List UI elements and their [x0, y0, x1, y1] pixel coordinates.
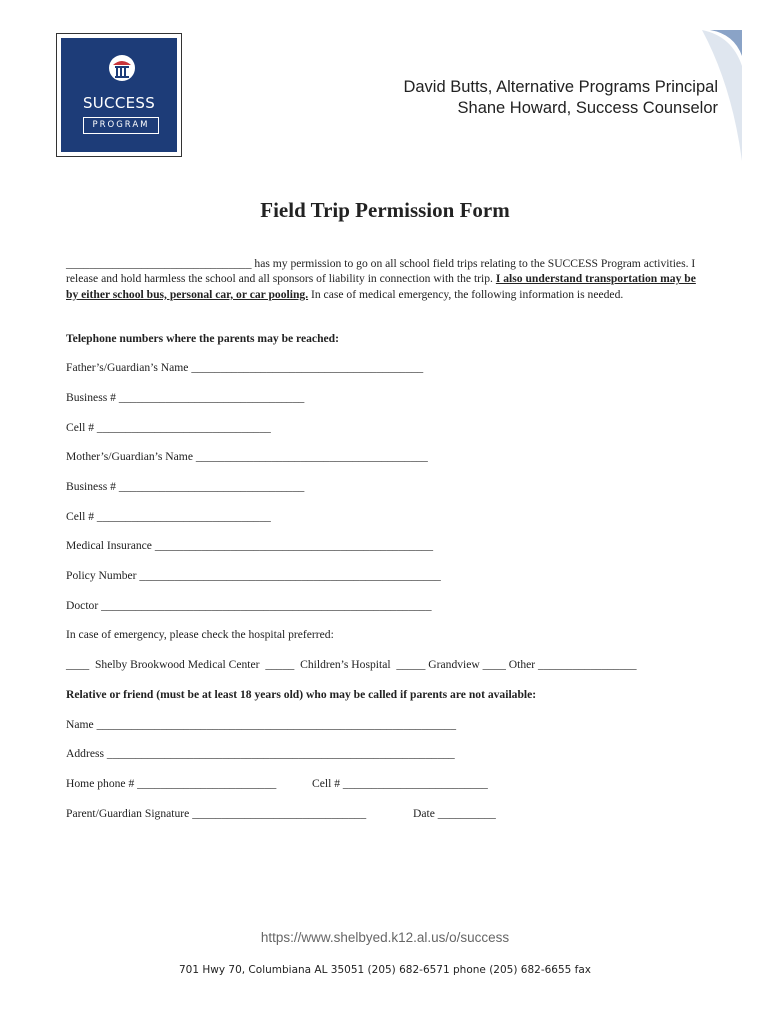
statement-text: has my permission to go on all school field trips relating to the SUCCESS Program activities. I release and hold harmless the school and all sponsors of liability in connection with the trip. [66, 257, 696, 286]
hospital-options[interactable]: ____ Shelby Brookwood Medical Center _____ Children’s Hospital _____ Grandview ____ Other _________________ [66, 658, 637, 671]
hospital-prompt: In case of emergency, please check the hospital preferred: [66, 628, 334, 641]
medical-insurance-field[interactable]: Medical Insurance ________________________________________________ [66, 539, 434, 552]
form-title: Field Trip Permission Form [260, 198, 510, 222]
permission-statement [66, 256, 706, 302]
signature-field[interactable]: Parent/Guardian Signature ______________________________ [66, 807, 367, 820]
logo-name: SUCCESS [82, 94, 156, 112]
website-link[interactable]: https://www.shelbyed.k12.al.us/o/success [260, 930, 510, 945]
success-program-logo [56, 33, 182, 157]
home-phone-field[interactable]: Home phone # ________________________ [66, 777, 277, 790]
relative-name-field[interactable]: Name ______________________________________________________________ [66, 718, 456, 731]
relative-address-field[interactable]: Address ____________________________________________________________ [66, 747, 455, 760]
student-name-blank[interactable]: ________________________________ [66, 257, 252, 270]
counselor-line: Shane Howard, Success Counselor [457, 99, 718, 117]
mother-name-field[interactable]: Mother’s/Guardian’s Name ________________________________________ [66, 450, 428, 463]
relative-heading: Relative or friend (must be at least 18 years old) who may be called if parents are not available: [66, 688, 537, 701]
statement-text-end: In case of medical emergency, the following information is needed. [308, 287, 624, 301]
mother-cell-field[interactable]: Cell # ______________________________ [66, 510, 271, 523]
footer-address: 701 Hwy 70, Columbiana AL 35051 (205) 682-6571 phone (205) 682-6655 fax [178, 964, 592, 976]
father-business-field[interactable]: Business # ________________________________ [66, 391, 305, 404]
doctor-field[interactable]: Doctor _________________________________________________________ [66, 599, 432, 612]
header-contacts [403, 77, 718, 119]
relative-cell-field[interactable]: Cell # _________________________ [312, 777, 488, 790]
mother-business-field[interactable]: Business # ________________________________ [66, 480, 305, 493]
logo-background [61, 38, 177, 152]
date-field[interactable]: Date __________ [413, 807, 496, 820]
school-seal-icon [108, 54, 136, 82]
transportation-statement: I also understand transportation may be by either school bus, personal car, or car pooling. [66, 272, 696, 301]
logo-subtitle: PROGRAM [83, 117, 159, 134]
phones-heading: Telephone numbers where the parents may be reached: [66, 332, 339, 345]
father-cell-field[interactable]: Cell # ______________________________ [66, 421, 271, 434]
father-name-field[interactable]: Father’s/Guardian’s Name ________________________________________ [66, 361, 424, 374]
principal-line: David Butts, Alternative Programs Principal [403, 78, 718, 96]
policy-number-field[interactable]: Policy Number ____________________________________________________ [66, 569, 441, 582]
